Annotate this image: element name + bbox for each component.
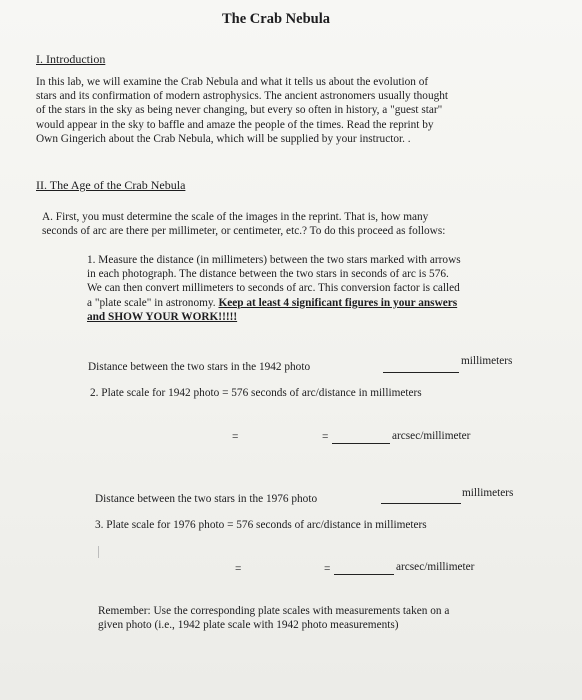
paragraph-line bbox=[87, 296, 461, 310]
plate-scale-1942-answer-blank[interactable] bbox=[332, 443, 390, 444]
paragraph-line: Remember: Use the corresponding plate scales with measurements taken on a bbox=[98, 605, 450, 617]
paragraph-line: given photo (i.e., 1942 plate scale with 1942 photo measurements) bbox=[98, 619, 399, 632]
equals-sign: = bbox=[235, 563, 242, 575]
step-2-formula: 2. Plate scale for 1942 photo = 576 seconds of arc/distance in millimeters bbox=[90, 387, 422, 399]
step-3-formula: 3. Plate scale for 1976 photo = 576 seconds of arc/distance in millimeters bbox=[95, 519, 427, 531]
paragraph-line: We can then convert millimeters to seconds of arc. This conversion factor is called bbox=[87, 282, 460, 295]
plate-scale-1976-answer-blank[interactable] bbox=[334, 574, 394, 575]
equals-sign: = bbox=[232, 431, 239, 443]
section-heading-age: II. The Age of the Crab Nebula bbox=[36, 178, 186, 192]
paragraph-line: seconds of arc are there per millimeter, or centimeter, etc.? To do this proceed as follows: bbox=[42, 225, 446, 238]
distance-1976-unit: millimeters bbox=[462, 487, 514, 499]
stray-pen-mark bbox=[98, 546, 99, 558]
distance-1942-label: Distance between the two stars in the 1942 photo bbox=[88, 361, 311, 373]
paragraph-text: a "plate scale" in astronomy. bbox=[87, 296, 216, 309]
paragraph-line: 1. Measure the distance (in millimeters) between the two stars marked with arrows bbox=[87, 254, 461, 266]
paragraph-line: Own Gingerich about the Crab Nebula, which will be supplied by your instructor. . bbox=[36, 132, 411, 145]
distance-1942-answer-blank[interactable] bbox=[383, 372, 459, 373]
step-1-instructions bbox=[87, 253, 461, 324]
page-title: The Crab Nebula bbox=[222, 11, 330, 27]
introduction-paragraph bbox=[36, 75, 448, 146]
paragraph-line: A. First, you must determine the scale of the images in the reprint. That is, how many bbox=[42, 211, 429, 223]
paragraph-line: of the stars in the sky as being never changing, but every so often in history, a "guest star" bbox=[36, 104, 443, 117]
emphasis-text: Keep at least 4 significant figures in your answers bbox=[218, 296, 458, 309]
plate-scale-1976-unit: arcsec/millimeter bbox=[396, 561, 475, 573]
paragraph-line: stars and its confirmation of modern astrophysics. The ancient astronomers usually thought bbox=[36, 90, 449, 103]
paragraph-line: in each photograph. The distance between the two stars in seconds of arc is 576. bbox=[87, 268, 449, 281]
paragraph-line: In this lab, we will examine the Crab Nebula and what it tells us about the evolution of bbox=[36, 76, 429, 88]
distance-1976-answer-blank[interactable] bbox=[381, 503, 461, 504]
plate-scale-1942-unit: arcsec/millimeter bbox=[392, 430, 471, 442]
part-a-instructions bbox=[42, 210, 445, 238]
distance-1942-unit: millimeters bbox=[461, 355, 513, 367]
paragraph-line: would appear in the sky to baffle and amaze the people of the times. Read the reprint by bbox=[36, 118, 434, 131]
section-heading-introduction: I. Introduction bbox=[36, 52, 106, 66]
equals-sign: = bbox=[322, 431, 329, 443]
distance-1976-label: Distance between the two stars in the 1976 photo bbox=[95, 493, 318, 505]
equals-sign: = bbox=[324, 563, 331, 575]
emphasis-text: and SHOW YOUR WORK!!!!! bbox=[87, 310, 238, 323]
reminder-note bbox=[98, 604, 449, 632]
